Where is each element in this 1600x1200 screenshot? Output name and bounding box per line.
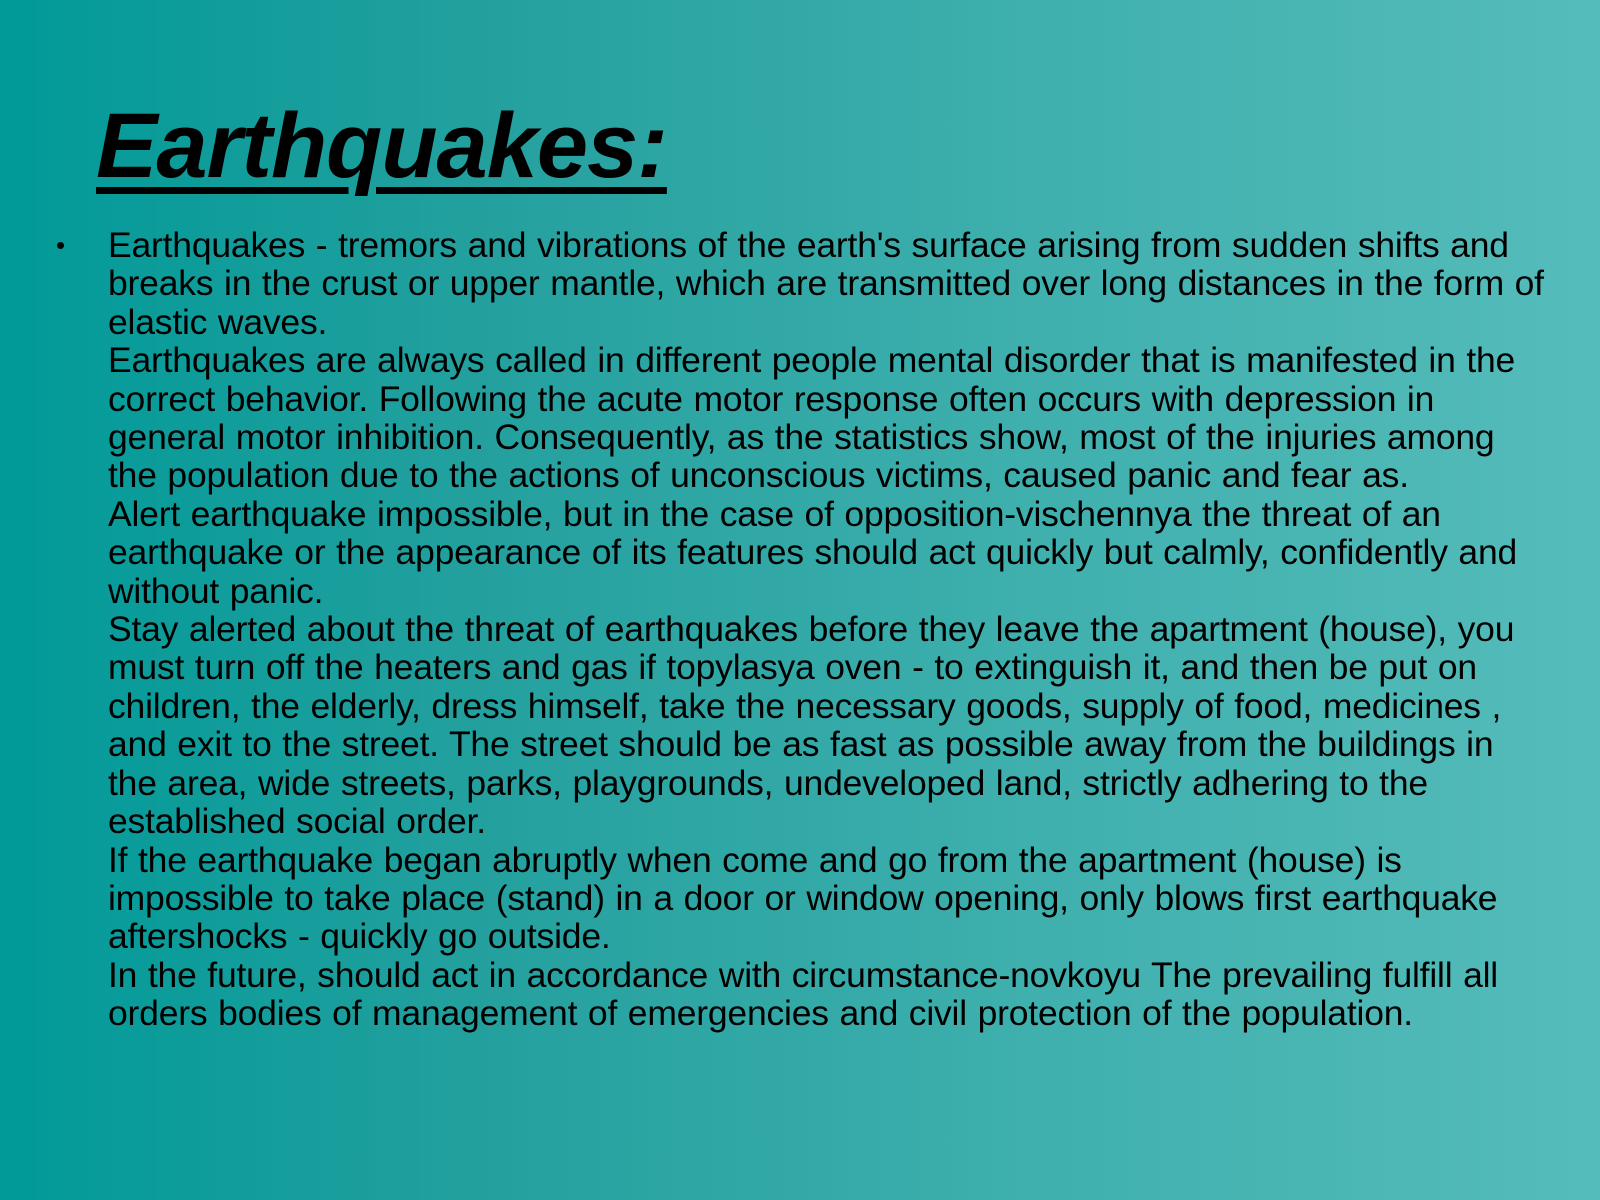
- paragraph-evacuation: Stay alerted about the threat of earthquakes before they leave the apartment (house), you must turn off the heaters and gas if topylasya oven - to extinguish it, and then be put on children, the elderly, dress himself, take the necessary goods, supply of food, medicines , and exit to the street. The street should be as fast as possible away from the buildings in the area, wide streets, parks, playgrounds, undeveloped land, strictly adhering to the established social order.: [108, 609, 1515, 842]
- paragraph-mental-effects: Earthquakes are always called in different people mental disorder that is manifested in the correct behavior. Following the acute motor response often occurs with depression in general motor inhibition. Consequently, as the statistics show, most of the injuries among the population due to the actions of unconscious victims, caused panic and fear as.: [108, 340, 1516, 496]
- bullet-item: [48, 226, 1548, 1033]
- slide-title: Earthquakes:: [96, 95, 667, 197]
- paragraph-abrupt-quake: If the earthquake began abruptly when come and go from the apartment (house) is impossible to take place (stand) in a door or window opening, only blows first earthquake aftershocks - quickly go outside.: [108, 839, 1498, 957]
- paragraph-definition: Earthquakes - tremors and vibrations of the earth's surface arising from sudden shifts and breaks in the crust or upper mantle, which are transmitted over long distances in the form of elastic waves.: [108, 225, 1544, 342]
- bullet-body: [108, 226, 1548, 1033]
- bullet-icon: •: [56, 230, 66, 260]
- paragraph-alert: Alert earthquake impossible, but in the case of opposition-vischennya the threat of an earthquake or the appearance of its features should act quickly but calmly, confidently and without panic.: [108, 493, 1518, 611]
- paragraph-future-actions: In the future, should act in accordance with circumstance-novkoyu The prevailing fulfill all orders bodies of management of emergencies and civil protection of the population.: [108, 954, 1498, 1034]
